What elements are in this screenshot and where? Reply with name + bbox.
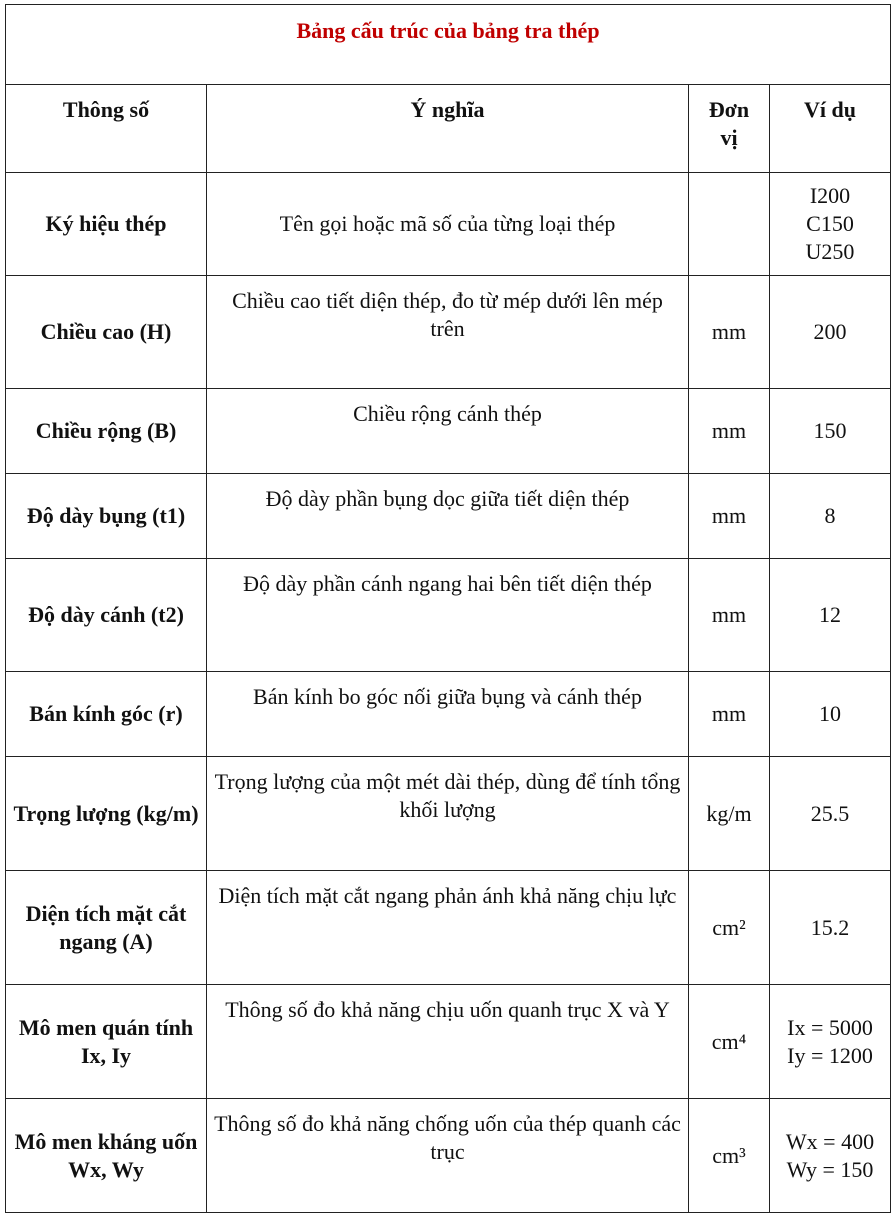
row-meaning: Tên gọi hoặc mã số của từng loại thép [207,173,689,276]
row-example-line: C150 [806,211,854,236]
header-unit-line1: Đơn [708,97,750,122]
row-example [770,985,891,1099]
row-param: Chiều rộng (B) [6,389,207,474]
row-example: 150 [770,389,891,474]
row-param: Độ dày bụng (t1) [6,474,207,559]
row-meaning: Độ dày phần bụng dọc giữa tiết diện thép [207,474,689,559]
row-example: 200 [770,276,891,389]
row-param: Độ dày cánh (t2) [6,559,207,672]
row-param: Bán kính góc (r) [6,672,207,757]
row-example: 12 [770,559,891,672]
row-unit: cm³ [689,1099,770,1213]
row-unit: cm² [689,871,770,985]
header-example: Ví dụ [770,85,891,173]
row-meaning: Trọng lượng của một mét dài thép, dùng để tính tổng khối lượng [207,757,689,871]
table-row [6,474,891,559]
table-row [6,559,891,672]
row-unit: mm [689,474,770,559]
row-param: Trọng lượng (kg/m) [6,757,207,871]
row-meaning: Thông số đo khả năng chịu uốn quanh trục X và Y [207,985,689,1099]
row-meaning: Chiều cao tiết diện thép, đo từ mép dưới lên mép trên [207,276,689,389]
row-param: Chiều cao (H) [6,276,207,389]
header-row [6,85,891,173]
row-meaning: Diện tích mặt cắt ngang phản ánh khả năng chịu lực [207,871,689,985]
table-row [6,173,891,276]
row-meaning: Thông số đo khả năng chống uốn của thép quanh các trục [207,1099,689,1213]
row-example: 10 [770,672,891,757]
row-example-line: Ix = 5000 [787,1014,873,1040]
row-example-line: Wy = 150 [786,1156,874,1182]
table-row [6,672,891,757]
table-title: Bảng cấu trúc của bảng tra thép [6,5,891,85]
row-param: Diện tích mặt cắt ngang (A) [6,871,207,985]
table-row [6,1099,891,1213]
row-unit: mm [689,672,770,757]
row-example: 15.2 [770,871,891,985]
row-unit: cm⁴ [689,985,770,1099]
row-unit: mm [689,559,770,672]
table-row [6,985,891,1099]
row-example-line: Wx = 400 [785,1128,875,1154]
row-meaning: Bán kính bo góc nối giữa bụng và cánh thép [207,672,689,757]
row-param: Ký hiệu thép [6,173,207,276]
row-meaning: Chiều rộng cánh thép [207,389,689,474]
row-example: 8 [770,474,891,559]
header-unit-line2: vị [720,125,738,150]
row-example-line: Iy = 1200 [787,1042,873,1068]
row-param: Mô men quán tính Ix, Iy [6,985,207,1099]
table-row [6,871,891,985]
row-example [770,1099,891,1213]
title-row [6,5,891,85]
table-row [6,757,891,871]
row-unit: mm [689,276,770,389]
header-meaning: Ý nghĩa [207,85,689,173]
row-example [770,173,891,276]
row-meaning: Độ dày phần cánh ngang hai bên tiết diện thép [207,559,689,672]
row-example-line: U250 [805,239,855,264]
header-param: Thông số [6,85,207,173]
row-example: 25.5 [770,757,891,871]
table-row [6,389,891,474]
row-param: Mô men kháng uốn Wx, Wy [6,1099,207,1213]
row-unit: kg/m [689,757,770,871]
row-unit [689,173,770,276]
row-example-line: I200 [809,183,851,208]
row-unit: mm [689,389,770,474]
header-unit [689,85,770,173]
table-row [6,276,891,389]
steel-lookup-structure-table [5,4,891,1213]
